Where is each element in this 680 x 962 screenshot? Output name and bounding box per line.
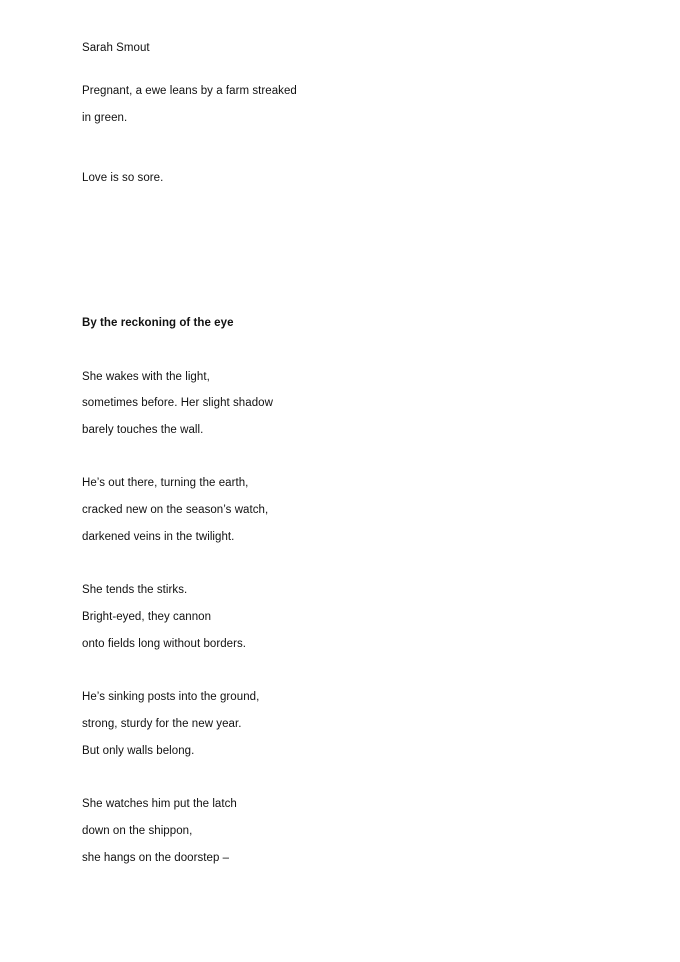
poem-line: He’s out there, turning the earth, xyxy=(82,477,249,489)
poem-line: barely touches the wall. xyxy=(82,424,204,436)
haiku-line: Pregnant, a ewe leans by a farm streaked xyxy=(82,85,297,97)
poem-line: sometimes before. Her slight shadow xyxy=(82,397,273,409)
poem-line: Bright-eyed, they cannon xyxy=(82,611,212,623)
poem-line: onto fields long without borders. xyxy=(82,638,247,650)
poem-line: She watches him put the latch xyxy=(82,798,237,810)
poem-line: He’s sinking posts into the ground, xyxy=(82,691,260,703)
haiku-line: in green. xyxy=(82,112,128,124)
poem-line: But only walls belong. xyxy=(82,745,195,757)
poem-title: By the reckoning of the eye xyxy=(82,317,234,329)
poem-line: darkened veins in the twilight. xyxy=(82,531,235,543)
author-name: Sarah Smout xyxy=(82,42,150,54)
poem-line: she hangs on the doorstep – xyxy=(82,852,230,864)
haiku-line: Love is so sore. xyxy=(82,172,164,184)
poem-line: She tends the stirks. xyxy=(82,584,188,596)
poem-line: cracked new on the season’s watch, xyxy=(82,504,269,516)
poem-line: down on the shippon, xyxy=(82,825,193,837)
poem-line: strong, sturdy for the new year. xyxy=(82,718,242,730)
poem-line: She wakes with the light, xyxy=(82,371,210,383)
